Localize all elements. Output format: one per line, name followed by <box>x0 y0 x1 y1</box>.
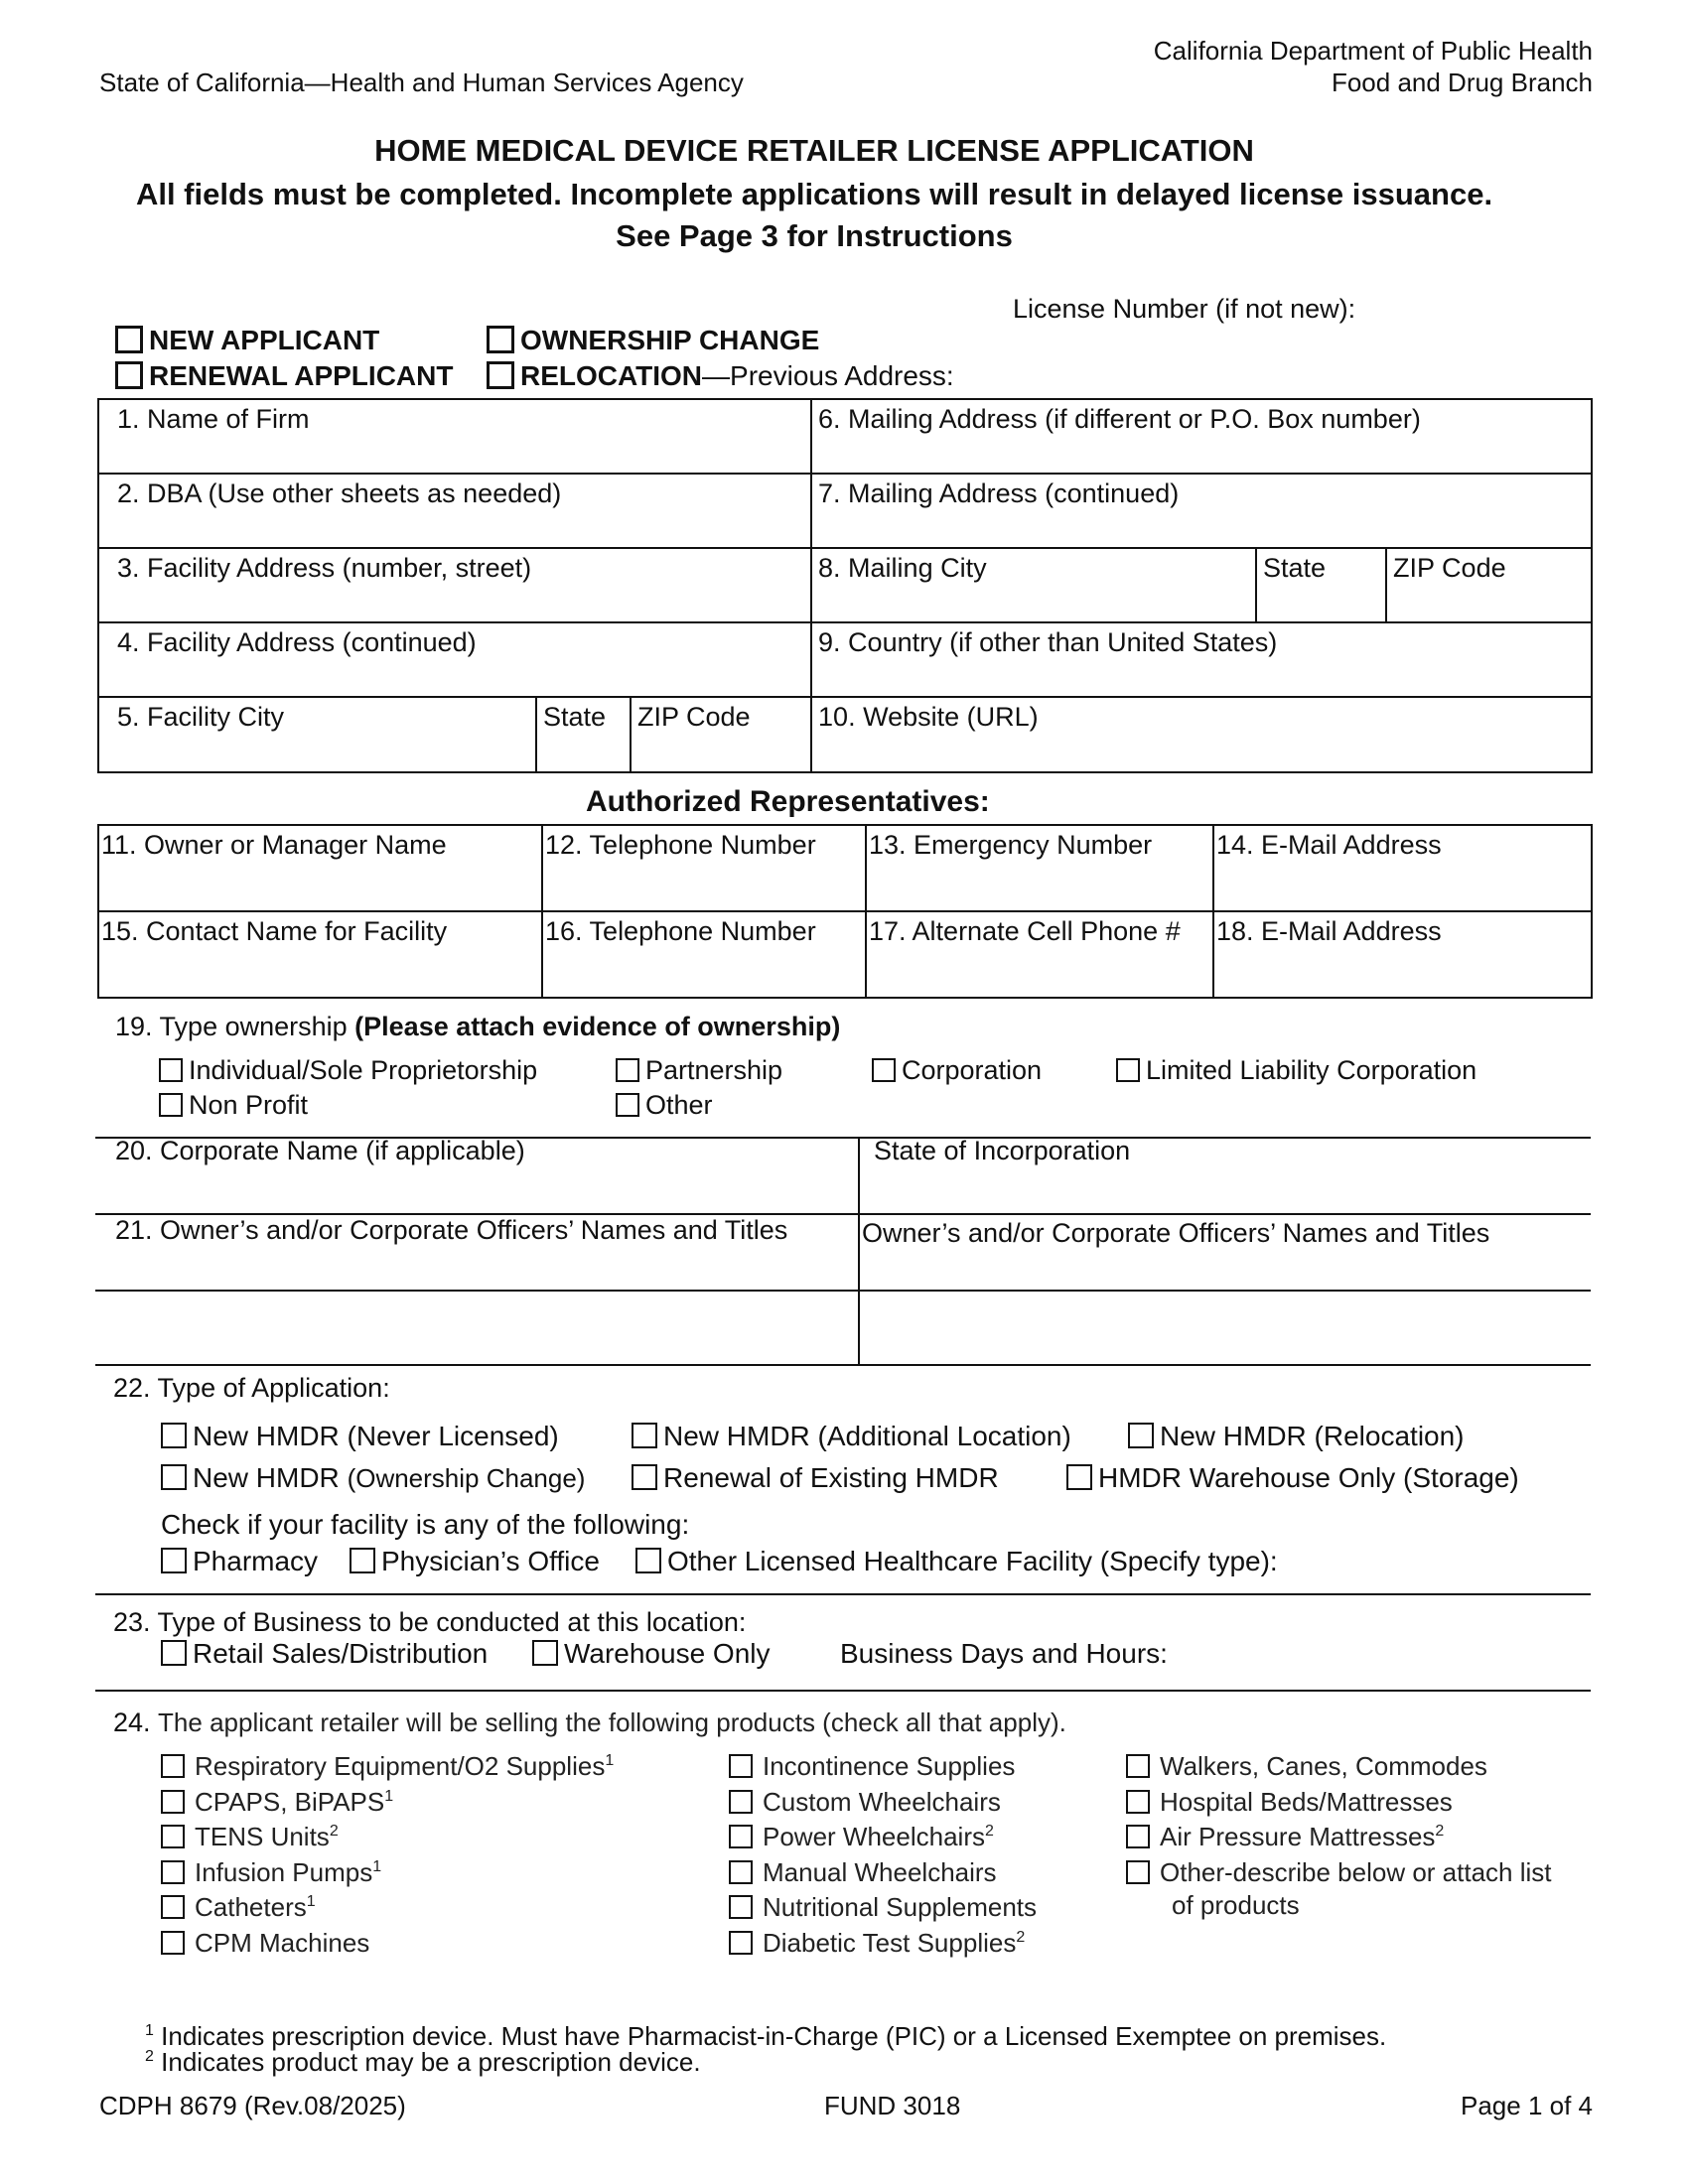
product-label: Power Wheelchairs <box>763 1822 985 1851</box>
retail-sales-label: Retail Sales/Distribution <box>193 1638 489 1669</box>
renewal-applicant-checkbox[interactable] <box>115 361 143 389</box>
relocation-application-label: New HMDR (Relocation) <box>1160 1421 1465 1451</box>
facility-state-label: State <box>543 702 607 732</box>
warehouse-only-application-option[interactable] <box>1066 1462 1519 1494</box>
telephone-number-label: 12. Telephone Number <box>545 830 816 860</box>
physician-office-checkbox[interactable] <box>350 1548 375 1573</box>
state-of-incorporation-field[interactable]: State of Incorporation <box>874 1136 1131 1165</box>
facility-address-field[interactable] <box>98 548 811 622</box>
pharmacy-option[interactable] <box>161 1546 318 1577</box>
application-type-label: 22. Type of Application: <box>113 1373 390 1403</box>
contact-name-label: 15. Contact Name for Facility <box>101 916 448 946</box>
product-checkbox[interactable] <box>729 1931 753 1955</box>
facility-zip-field[interactable] <box>631 697 811 772</box>
facility-check-label: Check if your facility is any of the following: <box>161 1509 690 1540</box>
ownership-change-checkbox[interactable] <box>487 326 514 353</box>
facility-city-field[interactable] <box>98 697 536 772</box>
mailing-zip-label: ZIP Code <box>1393 553 1506 583</box>
officers-names-right-field[interactable]: Owner’s and/or Corporate Officers’ Names and Titles <box>862 1218 1490 1248</box>
corporation-option[interactable] <box>872 1055 1042 1086</box>
footnote-1-mark: 1 <box>145 2022 154 2039</box>
mailing-city-field[interactable] <box>811 548 1256 622</box>
mailing-address-label: 6. Mailing Address (if different or P.O. Box number) <box>818 404 1421 434</box>
name-of-firm-label: 1. Name of Firm <box>117 404 310 434</box>
instructions-note: See Page 3 for Instructions <box>616 218 1013 253</box>
footnote-2-text: Indicates product may be a prescription device. <box>161 2047 701 2077</box>
page-number: Page 1 of 4 <box>1461 2091 1593 2120</box>
ownership-type-label <box>115 1012 840 1042</box>
product-footnote-mark: 2 <box>984 1823 994 1840</box>
divider <box>95 1690 1591 1692</box>
dba-field[interactable] <box>98 474 811 548</box>
non-profit-option[interactable] <box>159 1090 308 1121</box>
product-option[interactable] <box>729 1822 994 1852</box>
agency-name: State of California—Health and Human Services Agency <box>99 68 744 97</box>
footnote-2 <box>145 2047 701 2078</box>
llc-option[interactable] <box>1116 1055 1477 1086</box>
product-option[interactable] <box>729 1892 1037 1923</box>
pharmacy-label: Pharmacy <box>193 1546 319 1576</box>
authorized-representatives-heading: Authorized Representatives: <box>586 785 990 818</box>
mailing-address-continued-label: 7. Mailing Address (continued) <box>818 478 1180 508</box>
non-profit-label: Non Profit <box>189 1090 309 1120</box>
warehouse-only-checkbox[interactable] <box>532 1640 558 1666</box>
warehouse-only-option[interactable] <box>532 1638 771 1670</box>
name-of-firm-field[interactable] <box>98 399 811 474</box>
other-ownership-label: Other <box>645 1090 713 1120</box>
product-label: Diabetic Test Supplies <box>763 1927 1017 1958</box>
retail-sales-checkbox[interactable] <box>161 1640 187 1666</box>
llc-label: Limited Liability Corporation <box>1146 1055 1477 1085</box>
ownership-change-application-checkbox[interactable] <box>161 1464 187 1490</box>
physician-office-option[interactable] <box>350 1546 600 1577</box>
other-facility-label: Other Licensed Healthcare Facility (Specify type): <box>667 1546 1278 1576</box>
product-label: Infusion Pumps <box>195 1856 373 1887</box>
product-option[interactable] <box>729 1928 1025 1959</box>
website-label: 10. Website (URL) <box>818 702 1039 732</box>
corporate-name-field[interactable]: 20. Corporate Name (if applicable) <box>115 1136 525 1165</box>
dba-label: 2. DBA (Use other sheets as needed) <box>117 478 562 508</box>
divider <box>858 1137 860 1366</box>
relocation-application-option[interactable] <box>1128 1421 1465 1452</box>
contact-email-field[interactable] <box>1213 911 1592 998</box>
renewal-application-label: Renewal of Existing HMDR <box>663 1462 999 1493</box>
ownership-change-label: OWNERSHIP CHANGE <box>520 325 820 355</box>
email-address-field[interactable] <box>1213 825 1592 911</box>
product-option[interactable] <box>161 1928 369 1959</box>
divider <box>95 1593 1591 1595</box>
renewal-application-checkbox[interactable] <box>632 1464 657 1490</box>
other-facility-checkbox[interactable] <box>635 1548 661 1573</box>
warehouse-only-label: Warehouse Only <box>564 1638 771 1669</box>
never-licensed-label: New HMDR (Never Licensed) <box>193 1421 559 1451</box>
divider <box>95 1364 1591 1366</box>
product-label: Air Pressure Mattresses <box>1160 1822 1436 1851</box>
mailing-state-field[interactable] <box>1256 548 1386 622</box>
product-label: Manual Wheelchairs <box>763 1856 997 1887</box>
product-checkbox[interactable] <box>161 1825 185 1848</box>
additional-location-option[interactable] <box>632 1421 1071 1452</box>
product-label: Walkers, Canes, Commodes <box>1160 1751 1487 1781</box>
llc-checkbox[interactable] <box>1116 1058 1140 1082</box>
product-checkbox[interactable] <box>729 1895 753 1919</box>
footnote-1-text: Indicates prescription device. Must have Pharmacist-in-Charge (PIC) or a Licensed Exemptee on premises. <box>161 2021 1387 2051</box>
product-option[interactable] <box>161 1857 381 1888</box>
emergency-number-label: 13. Emergency Number <box>869 830 1153 860</box>
other-facility-option[interactable] <box>635 1546 1278 1577</box>
telephone-number-field[interactable] <box>542 825 866 911</box>
new-applicant-label: NEW APPLICANT <box>149 325 380 355</box>
mailing-zip-field[interactable] <box>1386 548 1592 622</box>
country-field[interactable] <box>811 622 1592 697</box>
product-option[interactable] <box>1126 1857 1552 1888</box>
relocation-checkbox[interactable] <box>487 361 514 389</box>
product-label: Incontinence Supplies <box>763 1751 1016 1781</box>
never-licensed-option[interactable] <box>161 1421 559 1452</box>
facility-address-label: 3. Facility Address (number, street) <box>117 553 532 583</box>
product-checkbox[interactable] <box>1126 1825 1150 1848</box>
contact-telephone-label: 16. Telephone Number <box>545 916 816 946</box>
ownership-evidence-note: (Please attach evidence of ownership) <box>354 1012 841 1041</box>
new-applicant-option[interactable] <box>115 325 379 356</box>
contact-telephone-field[interactable] <box>542 911 866 998</box>
pharmacy-checkbox[interactable] <box>161 1548 187 1573</box>
retail-sales-option[interactable] <box>161 1638 488 1670</box>
facility-address-continued-field[interactable] <box>98 622 811 697</box>
product-checkbox[interactable] <box>1126 1860 1150 1884</box>
additional-location-label: New HMDR (Additional Location) <box>663 1421 1071 1451</box>
fund-number: FUND 3018 <box>824 2091 961 2120</box>
officers-names-field[interactable]: 21. Owner’s and/or Corporate Officers’ Names and Titles <box>115 1215 788 1245</box>
ownership-change-application-option[interactable] <box>161 1462 585 1494</box>
other-products-continued: of products <box>1172 1890 1300 1920</box>
warehouse-only-application-checkbox[interactable] <box>1066 1464 1092 1490</box>
product-footnote-mark: 2 <box>329 1823 339 1840</box>
branch-name: Food and Drug Branch <box>1331 68 1593 97</box>
product-label: Custom Wheelchairs <box>763 1786 1001 1817</box>
email-address-label: 14. E-Mail Address <box>1216 830 1442 860</box>
product-label: Nutritional Supplements <box>763 1892 1038 1922</box>
physician-office-label: Physician’s Office <box>381 1546 600 1576</box>
partnership-label: Partnership <box>645 1055 783 1085</box>
product-checkbox[interactable] <box>161 1790 185 1814</box>
mailing-address-continued-field[interactable] <box>811 474 1592 548</box>
form-number: CDPH 8679 (Rev.08/2025) <box>99 2091 406 2120</box>
facility-address-continued-label: 4. Facility Address (continued) <box>117 627 477 657</box>
facility-city-label: 5. Facility City <box>117 702 285 732</box>
partnership-option[interactable] <box>616 1055 782 1086</box>
non-profit-checkbox[interactable] <box>159 1093 183 1117</box>
renewal-applicant-option[interactable] <box>115 360 453 392</box>
contact-email-label: 18. E-Mail Address <box>1216 916 1442 946</box>
product-checkbox[interactable] <box>161 1895 185 1919</box>
product-option[interactable] <box>1126 1751 1487 1782</box>
new-applicant-checkbox[interactable] <box>115 326 143 353</box>
product-option[interactable] <box>1126 1787 1453 1818</box>
product-checkbox[interactable] <box>1126 1790 1150 1814</box>
divider <box>95 1290 1591 1292</box>
product-footnote-mark: 1 <box>372 1857 382 1875</box>
relocation-application-checkbox[interactable] <box>1128 1423 1154 1448</box>
product-checkbox[interactable] <box>729 1754 753 1778</box>
products-text: The applicant retailer will be selling the following products (check all that apply). <box>158 1707 1066 1737</box>
license-number-label: License Number (if not new): <box>1013 294 1356 324</box>
ownership-type-text: 19. Type ownership <box>115 1012 355 1041</box>
product-footnote-mark: 1 <box>306 1893 316 1910</box>
ownership-change-suffix: (Ownership Change) <box>347 1463 586 1493</box>
individual-label: Individual/Sole Proprietorship <box>189 1055 538 1085</box>
firm-address-grid <box>97 398 1593 773</box>
individual-option[interactable] <box>159 1055 537 1086</box>
warehouse-only-application-label: HMDR Warehouse Only (Storage) <box>1098 1462 1519 1493</box>
alternate-cell-phone-label: 17. Alternate Cell Phone # <box>869 916 1181 946</box>
relocation-option[interactable] <box>487 360 954 392</box>
facility-state-field[interactable] <box>536 697 631 772</box>
product-option[interactable] <box>161 1822 339 1852</box>
product-option[interactable] <box>729 1751 1015 1782</box>
mailing-address-field[interactable] <box>811 399 1592 474</box>
other-ownership-checkbox[interactable] <box>616 1093 639 1117</box>
product-checkbox[interactable] <box>729 1860 753 1884</box>
footnote-2-mark: 2 <box>145 2048 154 2065</box>
product-label: Hospital Beds/Mattresses <box>1160 1786 1453 1817</box>
product-checkbox[interactable] <box>161 1860 185 1884</box>
representatives-grid <box>97 824 1593 999</box>
product-label: CPM Machines <box>195 1927 370 1958</box>
product-option[interactable] <box>729 1787 1001 1818</box>
product-label: Other-describe below or attach list <box>1160 1856 1552 1887</box>
form-title: HOME MEDICAL DEVICE RETAILER LICENSE APPLICATION <box>374 133 1254 168</box>
department-name: California Department of Public Health <box>1153 36 1593 66</box>
product-footnote-mark: 1 <box>605 1752 615 1769</box>
business-type-label: 23. Type of Business to be conducted at this location: <box>113 1607 747 1637</box>
product-checkbox[interactable] <box>729 1825 753 1848</box>
product-option[interactable] <box>161 1787 393 1818</box>
product-label: Catheters <box>195 1892 307 1922</box>
product-label: Respiratory Equipment/O2 Supplies <box>195 1751 606 1781</box>
website-field[interactable] <box>811 697 1592 772</box>
country-label: 9. Country (if other than United States) <box>818 627 1278 657</box>
product-checkbox[interactable] <box>729 1790 753 1814</box>
ownership-change-option[interactable] <box>487 325 819 356</box>
alternate-cell-phone-field[interactable] <box>866 911 1213 998</box>
additional-location-checkbox[interactable] <box>632 1423 657 1448</box>
product-option[interactable] <box>161 1892 316 1923</box>
mailing-state-label: State <box>1263 553 1327 583</box>
products-number: 24. <box>113 1707 159 1737</box>
product-footnote-mark: 1 <box>384 1787 394 1805</box>
relocation-label: RELOCATION <box>520 360 703 391</box>
product-label: CPAPS, BiPAPS <box>195 1786 385 1817</box>
mailing-city-label: 8. Mailing City <box>818 553 987 583</box>
emergency-number-field[interactable] <box>866 825 1213 911</box>
partnership-checkbox[interactable] <box>616 1058 639 1082</box>
product-footnote-mark: 2 <box>1016 1928 1026 1946</box>
renewal-application-option[interactable] <box>632 1462 999 1494</box>
previous-address-label: —Previous Address: <box>702 360 954 391</box>
owner-manager-name-label: 11. Owner or Manager Name <box>101 830 447 860</box>
form-subtitle: All fields must be completed. Incomplete applications will result in delayed license issuance. <box>135 177 1493 211</box>
product-checkbox[interactable] <box>1126 1754 1150 1778</box>
product-option[interactable] <box>1126 1822 1444 1852</box>
product-checkbox[interactable] <box>161 1754 185 1778</box>
corporation-label: Corporation <box>902 1055 1043 1085</box>
product-label: TENS Units <box>195 1822 330 1851</box>
other-ownership-option[interactable] <box>616 1090 713 1121</box>
corporation-checkbox[interactable] <box>872 1058 896 1082</box>
individual-checkbox[interactable] <box>159 1058 183 1082</box>
business-days-hours-label: Business Days and Hours: <box>840 1638 1168 1669</box>
facility-zip-label: ZIP Code <box>637 702 751 732</box>
product-footnote-mark: 2 <box>1435 1823 1445 1840</box>
product-option[interactable] <box>161 1751 614 1782</box>
product-checkbox[interactable] <box>161 1931 185 1955</box>
contact-name-field[interactable] <box>98 911 542 998</box>
owner-manager-name-field[interactable] <box>98 825 542 911</box>
ownership-change-application-label: New HMDR <box>193 1462 348 1493</box>
product-option[interactable] <box>729 1857 997 1888</box>
products-label <box>113 1707 1066 1738</box>
never-licensed-checkbox[interactable] <box>161 1423 187 1448</box>
renewal-applicant-label: RENEWAL APPLICANT <box>149 360 454 391</box>
